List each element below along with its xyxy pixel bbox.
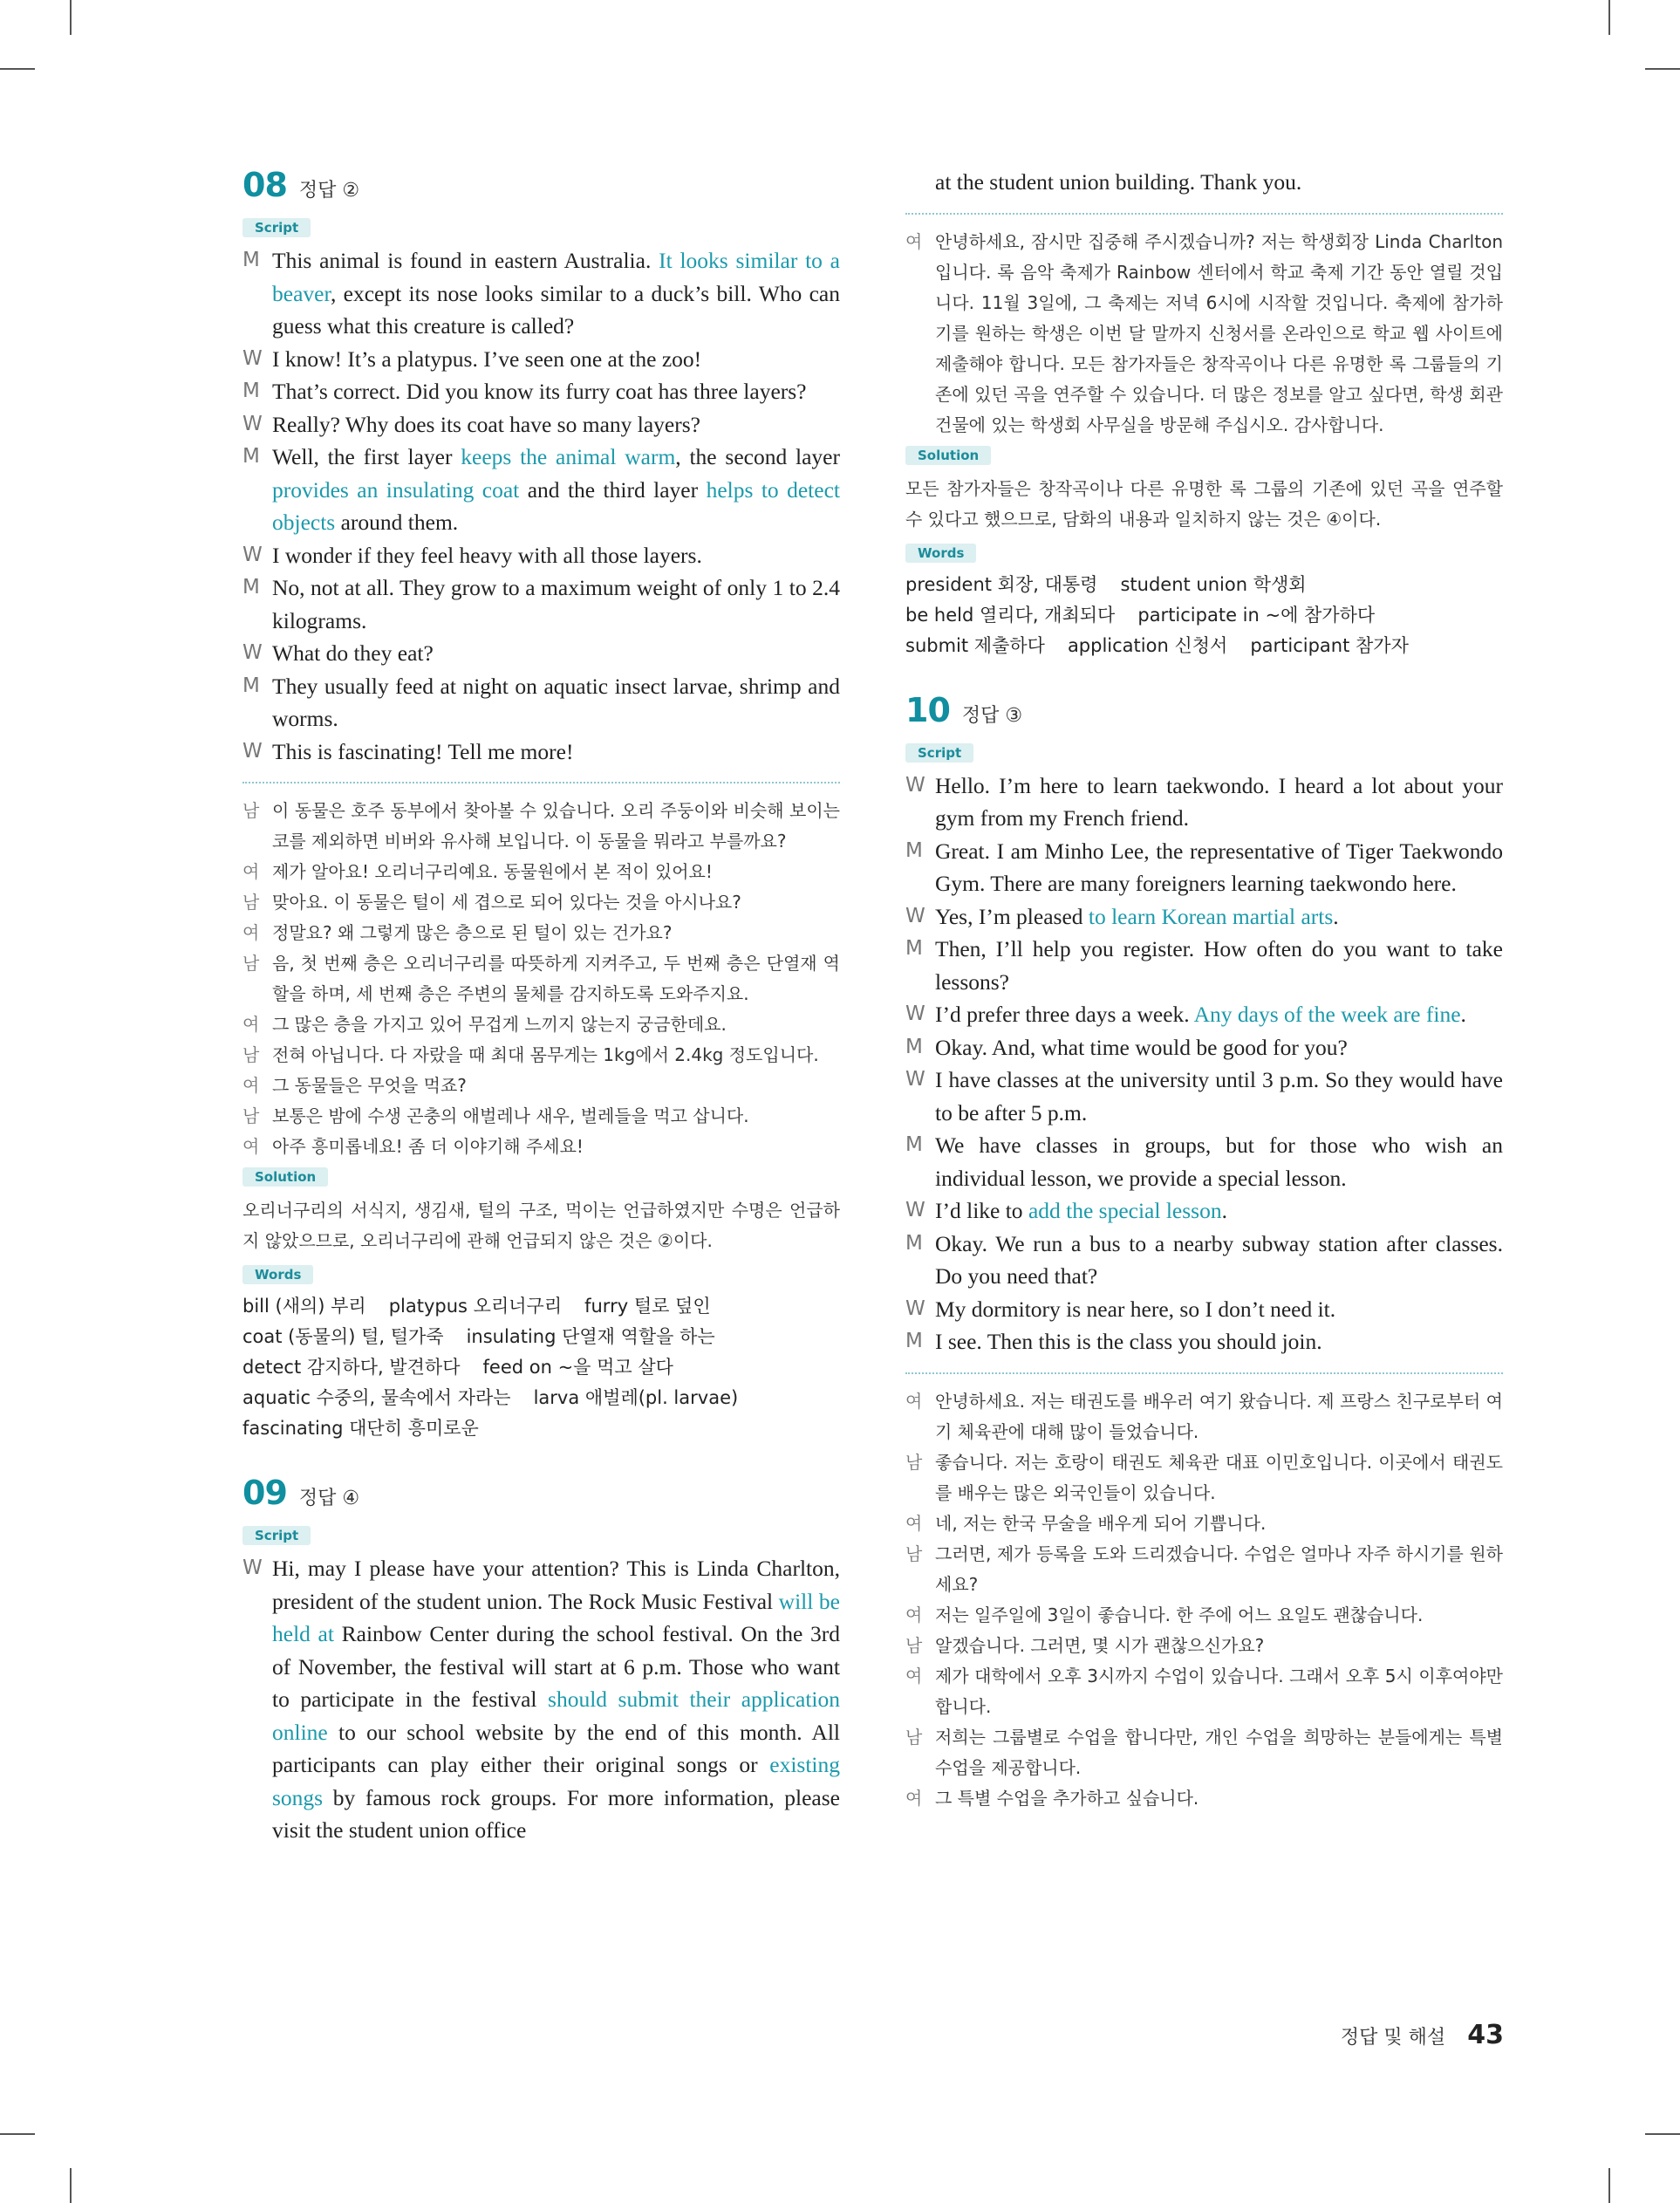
vocab-item: student union 학생회 [1120, 573, 1307, 595]
script-text: at the student union building. Thank you. [935, 169, 1302, 195]
divider [242, 782, 840, 783]
script-continuation [905, 166, 1503, 199]
speaker-label: 남 [242, 1105, 260, 1126]
speaker-label: 여 [905, 230, 923, 252]
script-tag: Script [242, 1526, 311, 1545]
answer-label: 정답 ③ [961, 704, 1023, 727]
highlighted-phrase: should submit their application online [272, 1686, 840, 1745]
korean-translation [905, 227, 1503, 441]
speaker-label: M [905, 1231, 923, 1255]
script-text: I wonder if they feel heavy with all those layers. [272, 542, 702, 568]
script-text: I’d prefer three days a week. Any days of the week are fine. [935, 1002, 1466, 1027]
crop-mark [70, 2168, 72, 2203]
speaker-label: 남 [905, 1451, 923, 1473]
translation-text: 좋습니다. 저는 호랑이 태권도 체육관 대표 이민호입니다. 이곳에서 태권도를 배우는 많은 외국인들이 있습니다. [935, 1451, 1503, 1503]
translation-text: 그 동물들은 무엇을 먹죠? [272, 1075, 467, 1096]
vocab-item: detect 감지하다, 발견하다 [242, 1357, 461, 1378]
speaker-label: M [242, 674, 260, 697]
vocab-item: coat (동물의) 털, 털가죽 [242, 1326, 444, 1347]
question-number: 09 [242, 1474, 287, 1512]
speaker-label: W [905, 773, 925, 797]
translation-line [905, 1661, 1503, 1722]
script-text: They usually feed at night on aquatic insect larvae, shrimp and worms. [272, 673, 840, 731]
speaker-label: 여 [242, 1014, 260, 1035]
script-line [905, 1228, 1503, 1293]
script-dialogue [905, 770, 1503, 1358]
script-line [905, 900, 1503, 934]
vocab-item: feed on ~을 먹고 살다 [482, 1357, 673, 1378]
script-line [905, 1325, 1503, 1358]
script-text: My dormitory is near here, so I don’t need it. [935, 1296, 1336, 1322]
speaker-label: M [905, 1035, 923, 1058]
speaker-label: W [905, 1296, 925, 1320]
script-dialogue [242, 1552, 840, 1847]
vocab-item: participant 참가자 [1250, 634, 1409, 656]
translation-line [242, 857, 840, 887]
highlighted-phrase: will be held at [272, 1588, 840, 1646]
script-line [905, 1064, 1503, 1129]
translation-text: 알겠습니다. 그러면, 몇 시가 괜찮으신가요? [935, 1634, 1265, 1656]
script-text: I see. Then this is the class you should join. [935, 1329, 1322, 1354]
answer-label: 정답 ④ [298, 1488, 360, 1509]
script-line [242, 571, 840, 637]
script-text: Okay. We run a bus to a nearby subway station after classes. Do you need that? [935, 1230, 1503, 1289]
script-tag: Script [242, 218, 311, 237]
vocab-row [242, 1322, 840, 1352]
speaker-label: 남 [242, 800, 260, 821]
speaker-label: M [242, 249, 260, 271]
highlighted-phrase: keeps the animal warm [461, 444, 676, 469]
speaker-label: W [242, 1556, 263, 1579]
solution-tag: Solution [905, 446, 991, 465]
speaker-label: 여 [242, 922, 260, 943]
question-number: 08 [242, 166, 287, 204]
script-line [242, 244, 840, 343]
script-text: I know! It’s a platypus. I’ve seen one at the zoo! [272, 346, 702, 372]
highlighted-phrase: add the special lesson [1028, 1198, 1222, 1223]
vocab-row [242, 1383, 840, 1413]
script-line [242, 539, 840, 572]
answer-label: 정답 ② [298, 180, 360, 202]
highlighted-phrase: Any days of the week are fine [1193, 1002, 1461, 1027]
script-text: Okay. And, what time would be good for you? [935, 1034, 1348, 1060]
translation-text: 맞아요. 이 동물은 털이 세 겹으로 되어 있다는 것을 아시나요? [272, 892, 741, 913]
translation-line [242, 948, 840, 1009]
script-line [905, 998, 1503, 1031]
script-text: Hi, may I please have your attention? This is Linda Charlton, president of the student union. The Rock Music Festival will be held at Rainbow Center during the school festival. On the 3rd of November, the festival will start at 6 p.m. Those who want to participate in the festival should submit their application online to our school website by the end of this month. All participants can play either their original songs or existing songs by famous rock groups. For more information, please visit the student union office [272, 1556, 840, 1843]
script-line [242, 441, 840, 539]
vocab-item: participate in ~에 참가하다 [1137, 604, 1376, 626]
speaker-label: 여 [905, 1787, 923, 1809]
words-tag: Words [905, 544, 976, 563]
crop-mark [1608, 0, 1610, 35]
script-line [905, 1293, 1503, 1326]
speaker-label: W [242, 543, 263, 566]
translation-text: 아주 흥미롭네요! 좀 더 이야기해 주세요! [272, 1136, 584, 1157]
script-dialogue [242, 244, 840, 768]
script-text: I have classes at the university until 3 p.m. So they would have to be after 5 p.m. [935, 1067, 1503, 1125]
vocab-item: furry 털로 덮인 [584, 1296, 711, 1317]
speaker-label: W [905, 1002, 925, 1025]
vocab-row [242, 1413, 840, 1444]
footer-label: 정답 및 해설 [1340, 2027, 1446, 2049]
speaker-label: M [905, 1133, 923, 1156]
left-column [242, 166, 840, 1847]
speaker-label: W [242, 641, 263, 664]
script-line [242, 637, 840, 670]
page-number: 43 [1467, 2020, 1504, 2050]
question-number: 10 [905, 690, 950, 729]
vocab-item: president 회장, 대통령 [905, 573, 1098, 595]
speaker-label: 남 [242, 892, 260, 913]
translation-text: 제가 알아요! 오리너구리예요. 동물원에서 본 적이 있어요! [272, 861, 713, 882]
script-text: Hello. I’m here to learn taekwondo. I heard a lot about your gym from my French friend. [935, 772, 1503, 831]
korean-translation [242, 796, 840, 1162]
script-line [242, 1552, 840, 1847]
script-text: Then, I’ll help you register. How often do you want to take lessons? [935, 936, 1503, 995]
vocab-row [905, 631, 1503, 661]
script-line [905, 1129, 1503, 1194]
translation-text: 안녕하세요, 잠시만 집중해 주시겠습니까? 저는 학생회장 Linda Charlton입니다. 록 음악 축제가 Rainbow 센터에서 학교 축제 기간 동안 열릴 것입니다. 11월 3일에, 그 축제는 저녁 6시에 시작할 것입니다. 축제에 참가하기를 원하는 학생은 이번 달 말까지 신청서를 온라인으로 학교 웹 사이트에 제출해야 합니다. 모든 참가자들은 창작곡이나 다른 유명한 록 그룹들의 기존에 있던 곡을 연주할 수 있습니다. 더 많은 정보를 알고 싶다면, 학생 회관 건물에 있는 학생회 사무실을 방문해 주십시오. 감사합니다. [935, 230, 1503, 435]
script-text: Yes, I’m pleased to learn Korean martial arts. [935, 903, 1339, 929]
script-line [242, 735, 840, 769]
script-line [242, 408, 840, 441]
speaker-label: 여 [242, 861, 260, 882]
vocab-item: submit 제출하다 [905, 634, 1045, 656]
script-line [905, 835, 1503, 900]
page-footer [1341, 2020, 1504, 2050]
speaker-label: 여 [242, 1136, 260, 1157]
divider [905, 1372, 1503, 1374]
words-tag: Words [242, 1265, 313, 1284]
question-header-09 [242, 1474, 840, 1512]
translation-text: 저희는 그룹별로 수업을 합니다만, 개인 수업을 희망하는 분들에게는 특별 수업을 제공합니다. [935, 1726, 1503, 1778]
speaker-label: M [905, 1330, 923, 1352]
script-text: Great. I am Minho Lee, the representative of Tiger Taekwondo Gym. There are many foreigners learning taekwondo here. [935, 838, 1503, 896]
translation-text: 안녕하세요. 저는 태권도를 배우러 여기 왔습니다. 제 프랑스 친구로부터 여기 체육관에 대해 많이 들었습니다. [935, 1390, 1503, 1442]
question-header-10 [905, 691, 1503, 729]
vocab-item: aquatic 수중의, 물속에서 자라는 [242, 1387, 511, 1408]
script-text: No, not at all. They grow to a maximum weight of only 1 to 2.4 kilograms. [272, 575, 840, 633]
solution-text: 오리너구리의 서식지, 생김새, 털의 구조, 먹이는 언급하였지만 수명은 언급하지 않았으므로, 오리너구리에 관해 언급되지 않은 것은 ②이다. [242, 1200, 840, 1251]
speaker-label: M [905, 937, 923, 960]
question-header-08 [242, 166, 840, 204]
script-text: What do they eat? [272, 640, 434, 666]
speaker-label: 남 [242, 1044, 260, 1065]
script-text: We have classes in groups, but for those who wish an individual lesson, we provide a special lesson. [935, 1132, 1503, 1191]
highlighted-phrase: helps to detect objects [272, 476, 840, 535]
translation-line [905, 1631, 1503, 1661]
speaker-label: M [905, 838, 923, 862]
script-text: I’d like to add the special lesson. [935, 1198, 1227, 1223]
speaker-label: M [242, 380, 260, 402]
crop-mark [1608, 2168, 1610, 2203]
translation-text: 정말요? 왜 그렇게 많은 층으로 된 털이 있는 건가요? [272, 922, 673, 943]
translation-line [905, 1386, 1503, 1447]
translation-text: 네, 저는 한국 무술을 배우게 되어 기쁩니다. [935, 1512, 1267, 1534]
speaker-label: 남 [905, 1634, 923, 1656]
speaker-label: 여 [905, 1390, 923, 1412]
vocab-row [905, 600, 1503, 631]
vocabulary-list [242, 1291, 840, 1444]
vocab-row [905, 570, 1503, 600]
script-text: That’s correct. Did you know its furry coat has three layers? [272, 379, 807, 404]
highlighted-phrase: It looks similar to a beaver [272, 248, 841, 306]
script-line [242, 343, 840, 376]
vocab-item: fascinating 대단히 흥미로운 [242, 1418, 479, 1439]
script-text: Well, the first layer keeps the animal warm, the second layer provides an insulating coat and the third layer helps to detect objects around them. [272, 444, 840, 535]
script-line [905, 933, 1503, 998]
speaker-label: W [905, 1068, 925, 1091]
right-column [905, 171, 1503, 1814]
translation-text: 음, 첫 번째 층은 오리너구리를 따뜻하게 지켜주고, 두 번째 층은 단열재 역할을 하며, 세 번째 층은 주변의 물체를 감지하도록 도와주지요. [272, 953, 840, 1004]
speaker-label: W [242, 346, 263, 370]
highlighted-phrase: to learn Korean martial arts [1088, 903, 1334, 929]
crop-mark [0, 2133, 35, 2135]
script-line [905, 1194, 1503, 1228]
highlighted-phrase: provides an insulating coat [272, 476, 520, 503]
speaker-label: M [242, 576, 260, 599]
translation-text: 이 동물은 호주 동부에서 찾아볼 수 있습니다. 오리 주둥이와 비슷해 보이는 코를 제외하면 비버와 유사해 보입니다. 이 동물을 뭐라고 부를까요? [272, 800, 840, 852]
translation-line [242, 918, 840, 948]
divider [905, 213, 1503, 215]
translation-line [905, 1509, 1503, 1539]
translation-line [242, 1101, 840, 1132]
translation-text: 그 특별 수업을 추가하고 싶습니다. [935, 1787, 1199, 1809]
script-text: Really? Why does its coat have so many layers? [272, 411, 700, 437]
translation-line [905, 227, 1503, 441]
translation-line [905, 1447, 1503, 1509]
translation-text: 보통은 밤에 수생 곤충의 애벌레나 새우, 벌레들을 먹고 삽니다. [272, 1105, 749, 1126]
vocab-row [242, 1352, 840, 1383]
translation-line [242, 1071, 840, 1101]
translation-line [905, 1600, 1503, 1631]
script-text: This is fascinating! Tell me more! [272, 738, 574, 764]
translation-text: 그 많은 층을 가지고 있어 무겁게 느끼지 않는지 궁금한데요. [272, 1014, 727, 1035]
script-line [905, 1031, 1503, 1064]
translation-text: 그러면, 제가 등록을 도와 드리겠습니다. 수업은 얼마나 자주 하시기를 원하세요? [935, 1543, 1503, 1595]
speaker-label: 여 [905, 1512, 923, 1534]
korean-translation [905, 1386, 1503, 1814]
solution-tag: Solution [242, 1167, 328, 1187]
translation-line [905, 1539, 1503, 1600]
highlighted-phrase: existing songs [272, 1752, 840, 1810]
speaker-label: 여 [905, 1665, 923, 1686]
script-line [905, 770, 1503, 835]
translation-line [905, 1722, 1503, 1783]
speaker-label: 여 [905, 1604, 923, 1625]
speaker-label: 남 [905, 1726, 923, 1748]
translation-text: 전혀 아닙니다. 다 자랐을 때 최대 몸무게는 1kg에서 2.4kg 정도입니다. [272, 1044, 819, 1065]
vocab-item: bill (새의) 부리 [242, 1296, 366, 1317]
translation-line [242, 1009, 840, 1040]
vocabulary-list [905, 570, 1503, 661]
vocab-item: be held 열리다, 개최되다 [905, 604, 1116, 626]
crop-mark [1645, 2133, 1680, 2135]
translation-line [905, 1783, 1503, 1814]
script-tag: Script [905, 743, 973, 763]
translation-text: 제가 대학에서 오후 3시까지 수업이 있습니다. 그래서 오후 5시 이후여야만 합니다. [935, 1665, 1503, 1717]
vocab-item: insulating 단열재 역할을 하는 [466, 1326, 715, 1347]
speaker-label: 여 [242, 1075, 260, 1096]
vocab-row [242, 1291, 840, 1322]
speaker-label: W [905, 904, 925, 927]
crop-mark [0, 68, 35, 70]
script-text: This animal is found in eastern Australia. It looks similar to a beaver, except its nose looks similar to a duck’s bill. Who can guess what this creature is called? [272, 248, 841, 339]
speaker-label: M [242, 445, 260, 468]
script-line [242, 670, 840, 735]
translation-line [242, 887, 840, 918]
vocab-item: application 신청서 [1067, 634, 1228, 656]
vocab-item: larva 애벌레(pl. larvae) [533, 1387, 739, 1408]
translation-text: 저는 일주일에 3일이 좋습니다. 한 주에 어느 요일도 괜찮습니다. [935, 1604, 1424, 1625]
translation-line [242, 1132, 840, 1162]
speaker-label: 남 [242, 953, 260, 974]
speaker-label: 남 [905, 1543, 923, 1564]
solution-text: 모든 참가자들은 창작곡이나 다른 유명한 록 그룹의 기존에 있던 곡을 연주할 수 있다고 했으므로, 담화의 내용과 일치하지 않는 것은 ④이다. [905, 477, 1503, 530]
speaker-label: W [242, 739, 263, 763]
speaker-label: W [242, 412, 263, 435]
script-line [242, 375, 840, 408]
vocab-item: platypus 오리너구리 [388, 1296, 563, 1317]
translation-line [242, 1040, 840, 1071]
crop-mark [70, 0, 72, 35]
crop-mark [1645, 68, 1680, 70]
speaker-label: W [905, 1199, 925, 1221]
translation-line [242, 796, 840, 857]
